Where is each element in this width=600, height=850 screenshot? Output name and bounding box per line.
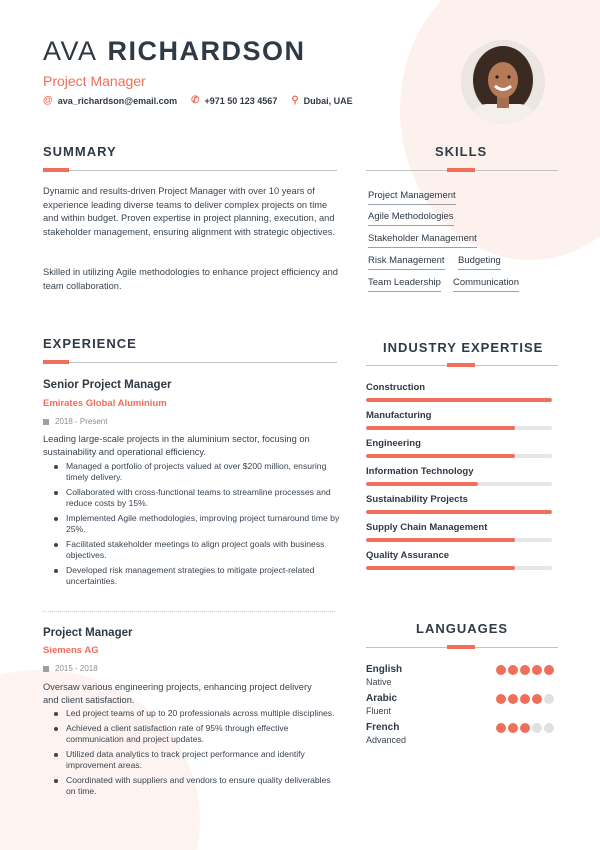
- industry-level-bar: [366, 510, 552, 514]
- summary-accent: [43, 168, 69, 172]
- skill-tag: Stakeholder Management: [368, 233, 477, 248]
- industry-label: Supply Chain Management: [366, 522, 488, 533]
- portrait-image: [461, 40, 545, 124]
- job-bullets: [54, 708, 340, 801]
- job-description: Oversaw various engineering projects, enhancing project delivery and client satisfaction.: [43, 682, 312, 705]
- list-item: Developed risk management strategies to mitigate project-related uncertainties.: [54, 565, 340, 587]
- languages-heading: LANGUAGES: [416, 621, 509, 636]
- language-level: Fluent: [366, 706, 392, 716]
- skills-accent: [447, 168, 475, 172]
- language-level: Native: [366, 677, 392, 687]
- contact-location: [291, 95, 352, 106]
- experience-rule: [43, 362, 337, 363]
- full-name: [43, 36, 306, 67]
- location-pin-icon: ⚲: [291, 95, 299, 106]
- language-name: French: [366, 722, 400, 733]
- industry-label: Sustainability Projects: [366, 494, 468, 505]
- industry-label: Quality Assurance: [366, 550, 450, 561]
- industry-heading: INDUSTRY EXPERTISE: [383, 340, 544, 355]
- language-rating: [496, 723, 556, 733]
- rating-dot: [520, 665, 530, 675]
- company-name: Emirates Global Aluminium: [43, 398, 167, 409]
- job-dates: [43, 417, 107, 426]
- summary-paragraph-1: Dynamic and results-driven Project Manager with over 10 years of experience leading diverse teams to deliver complex projects on time and within budget. Proven expertise in project planning, execution, and stakeholder management, ensuring alignment with strategic objectives.: [43, 186, 335, 237]
- industry-level-bar: [366, 454, 552, 458]
- experience-accent: [43, 360, 69, 364]
- rating-dot: [532, 694, 542, 704]
- industry-level-fill: [366, 482, 478, 486]
- list-item: Managed a portfolio of projects valued at over $200 million, ensuring timely delivery.: [54, 461, 340, 483]
- rating-dot: [532, 665, 542, 675]
- industry-level-fill: [366, 566, 515, 570]
- list-item: Coordinated with suppliers and vendors to ensure quality deliverables on time.: [54, 775, 340, 797]
- industry-accent: [447, 363, 475, 367]
- job-dates-text: 2015 - 2018: [55, 664, 98, 673]
- language-name: English: [366, 664, 403, 675]
- company-name: Siemens AG: [43, 645, 99, 656]
- experience-heading: EXPERIENCE: [43, 336, 137, 351]
- rating-dot: [496, 665, 506, 675]
- contact-phone[interactable]: [191, 95, 277, 106]
- first-name: AVA: [43, 36, 98, 66]
- rating-dot: [496, 723, 506, 733]
- contact-email-text: ava_richardson@email.com: [57, 95, 178, 106]
- list-item: Facilitated stakeholder meetings to align project goals with business objectives.: [54, 539, 340, 561]
- skill-tag: Budgeting: [458, 255, 501, 270]
- last-name: RICHARDSON: [107, 36, 306, 66]
- skills-heading: SKILLS: [435, 144, 488, 159]
- industry-level-fill: [366, 426, 515, 430]
- job-dates-text: 2018 - Present: [55, 417, 108, 426]
- industry-level-bar: [366, 482, 552, 486]
- industry-label: Construction: [366, 382, 426, 393]
- rating-dot: [544, 694, 554, 704]
- industry-label: Information Technology: [366, 466, 474, 477]
- skill-tag: Agile Methodologies: [368, 211, 454, 226]
- industry-level-fill: [366, 538, 515, 542]
- language-rating: [496, 665, 556, 675]
- rating-dot: [508, 694, 518, 704]
- list-item: Collaborated with cross-functional teams to streamline processes and reduce costs by 15%.: [54, 487, 340, 509]
- skill-tag: Communication: [453, 277, 519, 292]
- language-rating: [496, 694, 556, 704]
- language-level: Advanced: [366, 735, 407, 745]
- summary-heading: SUMMARY: [43, 144, 117, 159]
- rating-dot: [520, 694, 530, 704]
- industry-level-bar: [366, 566, 552, 570]
- industry-level-bar: [366, 398, 552, 402]
- skill-tag: Risk Management: [368, 255, 445, 270]
- list-item: Utilized data analytics to track project performance and identify improvement areas.: [54, 749, 340, 771]
- contact-row: [43, 95, 367, 106]
- list-item: Achieved a client satisfaction rate of 95% through effective communication and project updates.: [54, 723, 340, 745]
- rating-dot: [496, 694, 506, 704]
- job-role: Project Manager: [43, 73, 146, 89]
- contact-location-text: Dubai, UAE: [303, 95, 353, 106]
- job-title: Senior Project Manager: [43, 379, 172, 391]
- rating-dot: [508, 665, 518, 675]
- job-title: Project Manager: [43, 627, 133, 639]
- summary-rule: [43, 170, 337, 171]
- skill-tag: Project Management: [368, 190, 456, 205]
- industry-level-fill: [366, 398, 552, 402]
- calendar-icon: [43, 666, 49, 672]
- language-name: Arabic: [366, 693, 398, 704]
- list-item: Implemented Agile methodologies, improving project turnaround time by 25%.: [54, 513, 340, 535]
- rating-dot: [544, 723, 554, 733]
- contact-email[interactable]: [43, 95, 177, 106]
- industry-level-bar: [366, 426, 552, 430]
- job-bullets: [54, 461, 340, 591]
- at-icon: @: [43, 95, 53, 106]
- rating-dot: [544, 665, 554, 675]
- rating-dot: [532, 723, 542, 733]
- industry-level-fill: [366, 510, 552, 514]
- industry-level-fill: [366, 454, 515, 458]
- job-description: Leading large-scale projects in the aluminium sector, focusing on sustainability and operational efficiency.: [43, 434, 310, 457]
- summary-paragraph-2: Skilled in utilizing Agile methodologies to enhance project efficiency and team collaboration.: [43, 267, 338, 291]
- skill-tag: Team Leadership: [368, 277, 441, 292]
- list-item: Led project teams of up to 20 professionals across multiple disciplines.: [54, 708, 340, 719]
- calendar-icon: [43, 419, 49, 425]
- industry-label: Engineering: [366, 438, 421, 449]
- phone-icon: ✆: [191, 95, 200, 106]
- industry-level-bar: [366, 538, 552, 542]
- languages-accent: [447, 645, 475, 649]
- rating-dot: [508, 723, 518, 733]
- rating-dot: [520, 723, 530, 733]
- profile-photo: [461, 40, 545, 124]
- industry-label: Manufacturing: [366, 410, 432, 421]
- job-divider: [43, 611, 335, 612]
- job-dates: [43, 664, 98, 673]
- contact-phone-text: +971 50 123 4567: [204, 95, 278, 106]
